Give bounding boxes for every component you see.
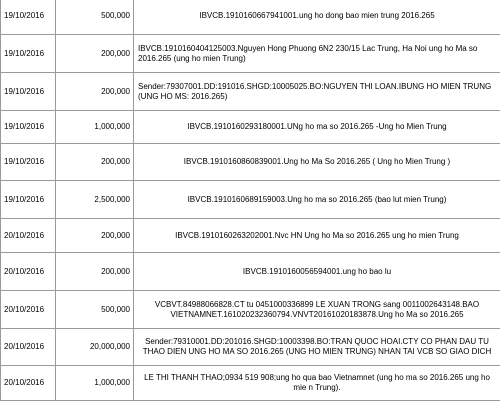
description-cell: IBVCB.1910160056594001.ung ho bao lu — [134, 253, 500, 291]
amount-cell: 200,000 — [56, 73, 134, 111]
amount-cell: 200,000 — [56, 144, 134, 181]
date-cell: 20/10/2016 — [1, 253, 56, 291]
description-cell: IBVCB.1910160860839001.Ung ho Ma So 2016.265 ( Ung ho Mien Trung ) — [134, 144, 500, 181]
amount-cell: 1,000,000 — [56, 366, 134, 401]
description-cell: LE THI THANH THAO;0934 519 908;ung ho qua bao Vietnamnet (ung ho ma so 2016.265 ung ho mie n Trung). — [134, 366, 500, 401]
table-row — [1, 253, 500, 291]
table-row — [1, 366, 500, 401]
amount-cell: 2,500,000 — [56, 181, 134, 219]
table-row — [1, 35, 500, 73]
amount-cell: 200,000 — [56, 35, 134, 73]
description-cell: IBVCB.1910160404125003.Nguyen Hong Phuong 6N2 230/15 Lac Trung, Ha Noi ung ho Ma so 2016.265 (ung ho mien Trung) — [134, 35, 500, 73]
date-cell: 19/10/2016 — [1, 181, 56, 219]
description-cell: VCBVT.84988066828.CT tu 0451000336899 LE XUAN TRONG sang 0011002643148.BAO VIETNAMNET.161020232360794.VNVT20161020183878.Ung ho Ma so 2016.265 — [134, 291, 500, 329]
table-row — [1, 181, 500, 219]
amount-cell: 500,000 — [56, 0, 134, 35]
description-cell: IBVCB.1910160667941001.ung ho dong bao mien trung 2016.265 — [134, 0, 500, 35]
amount-cell: 20,000,000 — [56, 329, 134, 366]
date-cell: 19/10/2016 — [1, 35, 56, 73]
amount-cell: 500,000 — [56, 291, 134, 329]
ledger-body — [1, 0, 500, 401]
description-cell: Sender:79310001.DD:201016.SHGD:10003398.BO:TRAN QUOC HOAI.CTY CO PHAN DAU TU THAO DIEN UNG HO MA SO 2016.265 (UNG HO MIEN TRUNG) NHAN TAI VCB SO GIAO DICH — [134, 329, 500, 366]
table-row — [1, 144, 500, 181]
date-cell: 19/10/2016 — [1, 73, 56, 111]
date-cell: 20/10/2016 — [1, 219, 56, 253]
table-row — [1, 291, 500, 329]
table-row — [1, 73, 500, 111]
amount-cell: 200,000 — [56, 253, 134, 291]
description-cell: Sender:79307001.DD:191016.SHGD:10005025.BO:NGUYEN THI LOAN.IBUNG HO MIEN TRUNG (UNG HO MS: 2016.265) — [134, 73, 500, 111]
table-row — [1, 219, 500, 253]
date-cell: 19/10/2016 — [1, 144, 56, 181]
date-cell: 19/10/2016 — [1, 111, 56, 144]
amount-cell: 1,000,000 — [56, 111, 134, 144]
date-cell: 20/10/2016 — [1, 329, 56, 366]
date-cell: 20/10/2016 — [1, 366, 56, 401]
amount-cell: 200,000 — [56, 219, 134, 253]
description-cell: IBVCB.1910160263202001.Nvc HN Ung ho Ma so 2016.265 ung ho mien Trung — [134, 219, 500, 253]
table-row — [1, 0, 500, 35]
date-cell: 19/10/2016 — [1, 0, 56, 35]
description-cell: IBVCB.1910160293180001.UNg ho ma so 2016.265 -Ung ho Mien Trung — [134, 111, 500, 144]
date-cell: 20/10/2016 — [1, 291, 56, 329]
table-row — [1, 111, 500, 144]
description-cell: IBVCB.1910160689159003.Ung ho ma so 2016.265 (bao lut mien Trung) — [134, 181, 500, 219]
table-row — [1, 329, 500, 366]
